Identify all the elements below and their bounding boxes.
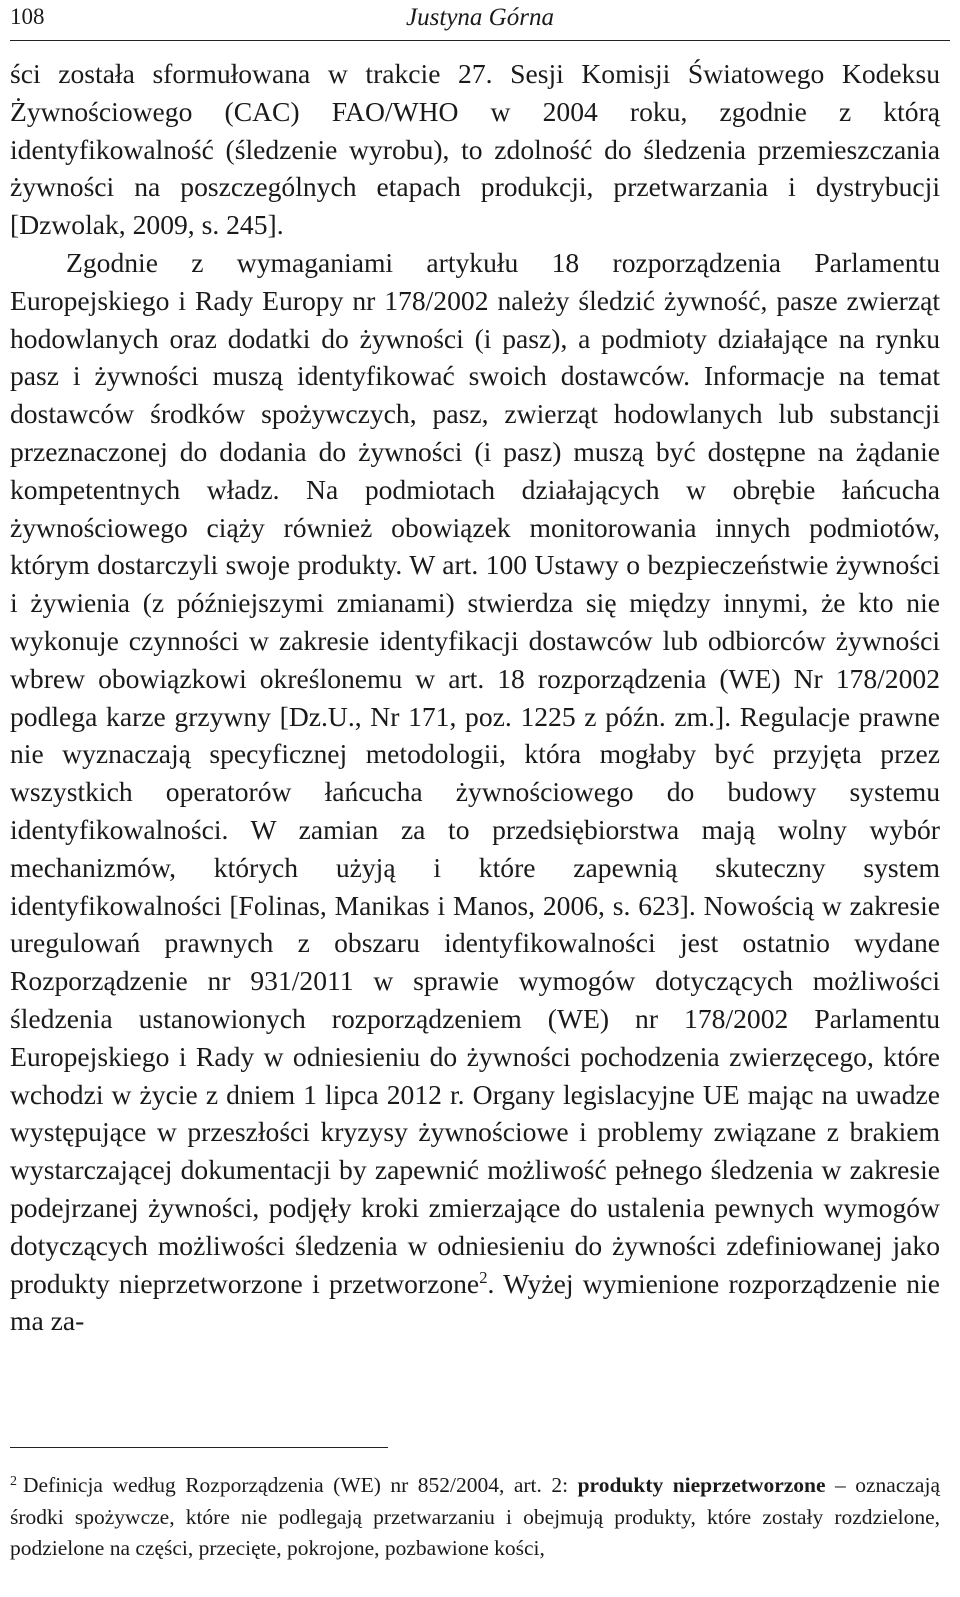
footnote-reference[interactable]: 2 (479, 1267, 488, 1287)
footnote (10, 1470, 940, 1565)
footnote-mark: 2 (10, 1474, 17, 1490)
page-number: 108 (10, 4, 45, 29)
footnote-term: produkty nieprzetworzone (577, 1473, 826, 1497)
paragraph-text: Zgodnie z wymaganiami artykułu 18 rozporządzenia Parlamentu Europejskiego i Rady Europy nr 178/2002 należy śledzić żywność, pasze zwierząt hodowlanych oraz dodatki do żywności (i pasz), a podmioty działające na rynku pasz i żywności muszą identyfikować swoich dostawców. Informacje na temat dostawców środków spożywczych, pasz, zwierząt hodowlanych lub substancji przeznaczonej do dodania do żywności (i pasz) muszą być dostępne na żądanie kompetentnych władz. Na podmiotach działających w obrębie łańcucha żywnościowego ciąży również obowiązek monitorowania innych podmiotów, którym dostarczyli swoje produkty. W art. 100 Ustawy o bezpieczeństwie żywności i żywienia (z późniejszymi zmianami) stwierdza się między innymi, że kto nie wykonuje czynności w zakresie identyfikacji dostawców lub odbiorców żywności wbrew obowiązkowi określonemu w art. 18 rozporządzenia (WE) Nr 178/2002 podlega karze grzywny [Dz.U., Nr 171, poz. 1225 z późn. zm.]. Regulacje prawne nie wyznaczają specyficznej metodologii, która mogłaby być przyjęta przez wszystkich operatorów łańcucha żywnościowego do budowy systemu identyfikowalności. W zamian za to przedsiębiorstwa mają wolny wybór mechanizmów, których użyją i które zapewnią skuteczny system identyfikowalności [Folinas, Manikas i Manos, 2006, s. 623]. Nowością w zakresie uregulowań prawnych z obszaru identyfikowalności jest ostatnio wydane Rozporządzenie nr 931/2011 w sprawie wymogów dotyczących możliwości śledzenia ustanowionych rozporządzeniem (WE) nr 178/2002 Parlamentu Europejskiego i Rady w odniesieniu do żywności pochodzenia zwierzęcego, które wchodzi w życie z dniem 1 lipca 2012 r. Organy legislacyjne UE mając na uwadze występujące w przeszłości kryzysy żywnościowe i problemy związane z brakiem wystarczającej dokumentacji by zapewnić możliwość pełnego śledzenia w zakresie podejrzanej żywności, podjęły kroki zmierzające do ustalenia pewnych wymogów dotyczących możliwości śledzenia w odniesieniu do żywności zdefiniowanej jako produkty nieprzetworzone i przetworzone (10, 246, 940, 1299)
paragraph-text-tail: . Wyżej wymienione rozporządzenie nie ma za- (10, 1267, 940, 1337)
footnote-text: – oznaczają środki spożywcze, które nie podlegają przetwarzaniu i obejmują produkty, które zostały rozdzielone, podzielone na części, przecięte, pokrojone, pozbawione kości, (10, 1473, 940, 1560)
paragraph: ści została sformułowana w trakcie 27. Sesji Komisji Światowego Kodeksu Żywnościowego (CAC) FAO/WHO w 2004 roku, zgodnie z którą identyfikowalność (śledzenie wyrobu), to zdolność do śledzenia przemieszczania żywności na poszczególnych etapach produkcji, przetwarzania i dystrybucji [Dzwolak, 2009, s. 245]. (10, 58, 940, 241)
page-header (10, 0, 950, 41)
paragraph (10, 244, 940, 1340)
running-head-author: Justyna Górna (406, 4, 554, 31)
footnotes (10, 1470, 940, 1565)
footnote-text: Definicja według Rozporządzenia (WE) nr 852/2004, art. 2: (22, 1473, 578, 1497)
footnote-separator (10, 1447, 388, 1448)
body-text (10, 55, 940, 1340)
